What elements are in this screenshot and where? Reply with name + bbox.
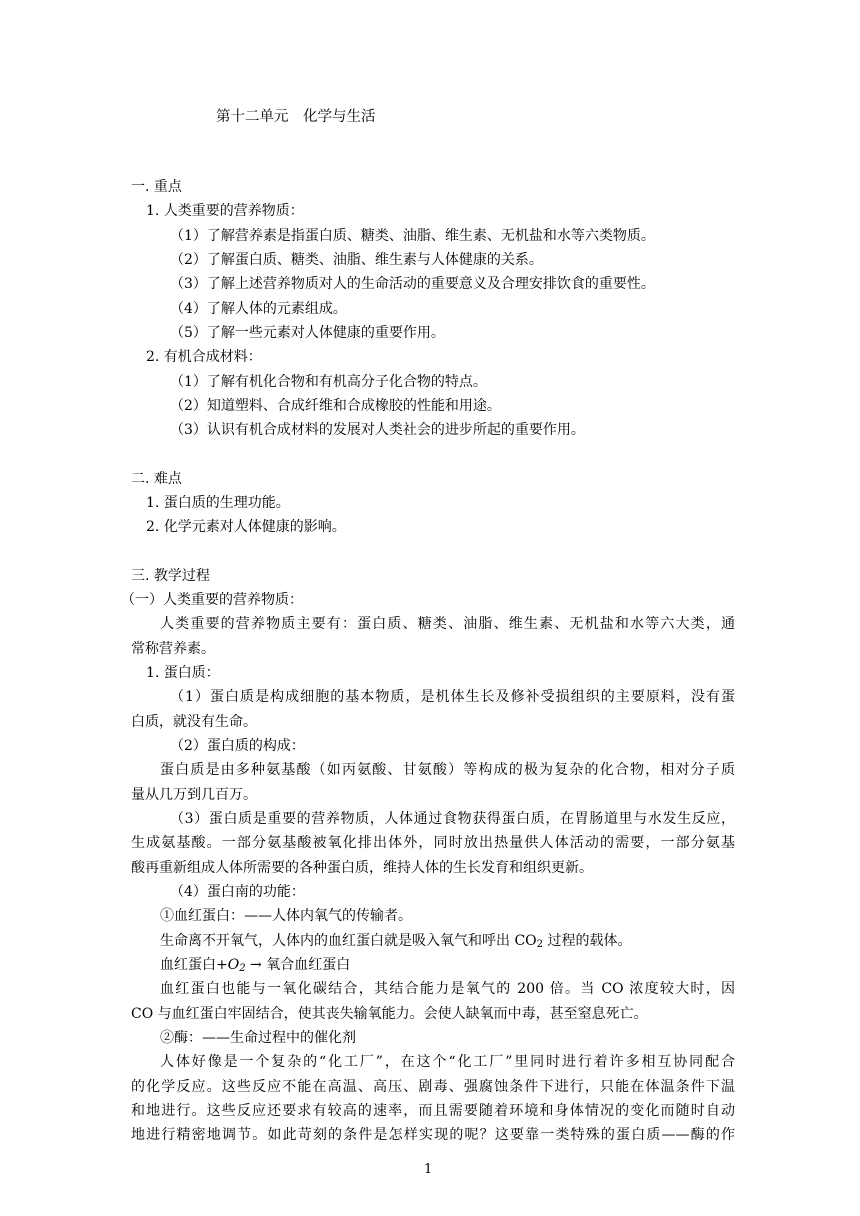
page-title: 第十二单元 化学与生活 (216, 109, 376, 125)
paragraph-heading-hemoglobin: ①血红蛋白：——人体内氧气的传输者。 (160, 908, 412, 924)
paragraph-line: 人类重要的营养物质主要有：蛋白质、糖类、油脂、维生素、无机盐和水等六大类，通 (160, 616, 735, 632)
text-run: 生命离不开氧气，人体内的血红蛋白就是吸入氧气和呼出 CO (160, 933, 537, 949)
page-number: 1 (424, 1162, 433, 1177)
paragraph-line: （1）蛋白质是构成细胞的基本物质，是机体生长及修补受损组织的主要原料，没有蛋 (170, 689, 735, 705)
paragraph-heading: （4）蛋白南的功能： (170, 884, 305, 900)
paragraph-line: 的化学反应。这些反应不能在高温、高压、剧毒、强腐蚀条件下进行，只能在体温条件下温 (131, 1079, 735, 1095)
list-item: （4）了解人体的元素组成。 (170, 301, 347, 317)
equation-right: 氧合血红蛋白 (266, 957, 351, 973)
subsection-heading-nutrients: 1. 人类重要的营养物质： (146, 203, 304, 219)
subscript: 2 (239, 963, 246, 974)
list-item: （2）了解蛋白质、糖类、油脂、维生素与人体健康的关系。 (170, 252, 543, 268)
paragraph-line (160, 932, 631, 950)
list-item: 1. 蛋白质的生理功能。 (146, 495, 290, 511)
paragraph-line: 白质，就没有生命。 (131, 714, 257, 730)
paragraph-line: 生成氨基酸。一部分氨基酸被氧化排出体外，同时放出热量供人体活动的需要，一部分氨基 (131, 835, 735, 851)
list-item: 2. 化学元素对人体健康的影响。 (146, 519, 346, 535)
paragraph-line: 酸再重新组成人体所需要的各种蛋白质，维持人体的生长发育和组织更新。 (131, 860, 593, 876)
paragraph-line: CO 与血红蛋白牢固结合，使其丧失输氧能力。会使人缺氧而中毒，甚至窒息死亡。 (131, 1006, 648, 1022)
subsection-heading-materials: 2. 有机合成材料： (146, 349, 262, 365)
list-item: （1）了解有机化合物和有机高分子化合物的特点。 (170, 374, 487, 390)
paragraph-line: 血红蛋白也能与一氧化碳结合，其结合能力是氧气的 200 倍。当 CO 浓度较大时，因 (160, 981, 735, 997)
section-heading-teaching-process: 三. 教学过程 (131, 568, 210, 584)
paragraph-line: 地进行精密地调节。如此苛刻的条件是怎样实现的呢？这要靠一类特殊的蛋白质——酶的作 (131, 1127, 735, 1143)
section-heading-key-points: 一. 重点 (131, 179, 182, 195)
list-item: （3）认识有机合成材料的发展对人类社会的进步所起的重要作用。 (170, 422, 585, 438)
equation-left: 血红蛋白+ (160, 957, 228, 973)
paragraph-line: 蛋白质是由多种氨基酸（如丙氨酸、甘氨酸）等构成的极为复杂的化合物，相对分子质 (160, 762, 735, 778)
paragraph-line: 和地进行。这些反应还要求有较高的速率，而且需要随着环境和身体情况的变化而随时自动 (131, 1103, 735, 1119)
subsection-heading-protein: 1. 蛋白质： (146, 665, 220, 681)
subsection-heading-nutrients-2: （一）人类重要的营养物质： (121, 592, 303, 608)
paragraph-line: 人体好像是一个复杂的“化工厂”，在这个“化工厂”里同时进行着许多相互协同配合 (160, 1054, 735, 1070)
text-run: 过程的载体。 (543, 933, 632, 949)
list-item: （3）了解上述营养物质对人的生命活动的重要意义及合理安排饮食的重要性。 (170, 276, 655, 292)
list-item: （1）了解营养素是指蛋白质、糖类、油脂、维生素、无机盐和水等六类物质。 (170, 228, 655, 244)
paragraph-line: 常称营养素。 (131, 641, 215, 657)
paragraph-heading: （2）蛋白质的构成： (170, 738, 305, 754)
paragraph-line: 量从几万到几百万。 (131, 787, 257, 803)
paragraph-line: （3）蛋白质是重要的营养物质，人体通过食物获得蛋白质，在胃肠道里与水发生反应， (170, 811, 735, 827)
oxygen-symbol: O (227, 957, 240, 973)
list-item: （2）知道塑料、合成纤维和合成橡胶的性能和用途。 (170, 398, 501, 414)
paragraph-heading-enzyme: ②酶：——生命过程中的催化剂 (160, 1030, 356, 1046)
arrow-icon: → (245, 957, 267, 973)
section-heading-difficulties: 二. 难点 (131, 471, 182, 487)
list-item: （5）了解一些元素对人体健康的重要作用。 (170, 325, 445, 341)
subscript: 2 (536, 939, 544, 950)
chemical-equation (160, 956, 350, 974)
